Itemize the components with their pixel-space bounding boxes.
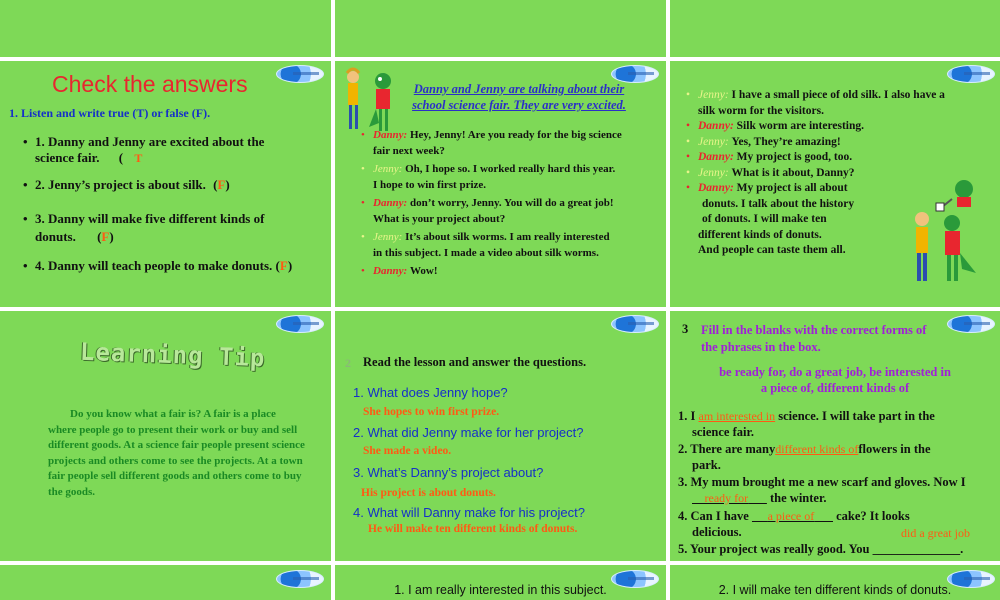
slide-dialogue-2[interactable] (670, 61, 1000, 307)
blank-answer-2: different kinds of (775, 442, 859, 456)
slide-title: Check the answers (52, 71, 248, 97)
dialogue-line: • Jenny: I have a small piece of old silk. I also have a silk worm for the visitors. (686, 89, 945, 117)
speaker-danny: Danny: (373, 197, 408, 209)
slide-bottom-middle (335, 565, 666, 600)
slide-fill-blanks[interactable] (670, 311, 1000, 561)
logo-icon (276, 315, 324, 333)
question-4: 4. What will Danny make for his project? (353, 505, 585, 520)
phrase-box: be ready for, do a great job, be interested in a piece of, different kinds of (719, 365, 951, 395)
answer-3: His project is about donuts. (361, 487, 496, 499)
dialogue-line: • Jenny: Oh, I hope so. I worked really hard this year. I hope to win first prize. (361, 163, 616, 191)
slide-top-left (0, 0, 331, 57)
answer-3: F (101, 229, 110, 244)
exercise-number: 3 (682, 322, 689, 336)
dialogue-line: • Danny: Hey, Jenny! Are you ready for the big science fair next week? (361, 129, 622, 157)
sentence-4: 4. Can I have a piece of cake? It looks delicious. did a great job (678, 509, 970, 540)
dialogue-line: • Danny: Wow! (361, 265, 438, 277)
instruction: Fill in the blanks with the correct forms of the phrases in the box. (701, 323, 927, 354)
slide-check-answers[interactable] (0, 61, 331, 307)
slide-read-answer[interactable] (335, 311, 666, 561)
answer-1: T (134, 151, 143, 165)
dialogue-lines (361, 127, 663, 279)
logo-icon (276, 570, 324, 588)
sentence-2: 2. There are manydifferent kinds offlowers in the park. (678, 442, 931, 472)
question-3: • 3. Danny will make five different kinds of donuts. (F) (35, 210, 305, 246)
speaker-danny: Danny: (373, 265, 408, 277)
question-1: • 1. Danny and Jenny are excited about the science fair. ( T (35, 134, 285, 166)
sentence-text: 2. I will make ten different kinds of donuts. (718, 583, 952, 597)
speaker-jenny: Jenny: (373, 163, 403, 175)
danny-jenny-illustration (902, 177, 982, 287)
slide-top-right (670, 0, 1000, 57)
sentence-1: 1. I am interested in science. I will take part in the science fair. (678, 409, 935, 439)
logo-icon (611, 315, 659, 333)
slide-title: Learning Tip (79, 337, 266, 373)
dialogue-line: • Danny: Silk worm are interesting. (686, 120, 864, 132)
blank-answer-3: ready for (704, 491, 749, 505)
answer-4: He will make ten different kinds of donuts. (368, 523, 578, 535)
blank-answer-4: a piece of (767, 509, 815, 523)
dialogue-line: • Danny: My project is good, too. (686, 151, 853, 163)
answer-2: F (217, 177, 226, 192)
dialogue-line: • Danny: don’t worry, Jenny. You will do a great job! What is your project about? (361, 197, 614, 225)
slide-bottom-left (0, 565, 331, 600)
blank-answer-5: did a great job (901, 526, 970, 540)
slide-learning-tip[interactable] (0, 311, 331, 561)
slide-bottom-right (670, 565, 1000, 600)
sentence-5: 5. Your project was really good. You ______________. (678, 542, 964, 556)
question-2: • 2. Jenny’s project is about silk. (F) (35, 177, 230, 193)
question-1: 1. What does Jenny hope? (353, 385, 508, 400)
slide-top-middle (335, 0, 666, 57)
dialogue-line: • Danny: My project is all about (686, 182, 848, 194)
instruction: 1. Listen and write true (T) or false (F). (9, 106, 211, 120)
speaker-jenny: Jenny: (373, 231, 403, 243)
dialogue-lines: • Jenny: I have a small piece of old silk. I also have a silk worm for the visitors. • Danny: Silk worm are interesting. • Jenny: Yes, They’re amazing! • Danny: My project is good, too. • Jenny: What is it about, Danny? • Danny: My project is all about donuts. I talk about the history of donuts. I will make ten different kinds of donuts. And people can taste them all. (698, 88, 998, 259)
answer-4: F (279, 258, 288, 273)
sentence-text: 1. I am really interested in this subject. (394, 583, 607, 597)
logo-icon (947, 65, 995, 83)
question-2: 2. What did Jenny make for her project? (353, 425, 584, 440)
blank-answer-1: am interested in (698, 409, 776, 423)
slide-dialogue-1[interactable] (335, 61, 666, 307)
tip-body: Do you know what a fair is? A fair is a place where people go to present their work or buy and sell different goods. At a science fair people present science projects and others come to see the projects. At a town fair people sell different goods and others come to buy the goods. (48, 408, 305, 498)
question-4: • 4. Danny will teach people to make donuts. (F) (35, 258, 292, 274)
speaker-danny: Danny: (373, 129, 408, 141)
dialogue-heading: Danny and Jenny are talking about their school science fair. They are very excited. (412, 82, 626, 112)
dialogue-line: • Jenny: Yes, They’re amazing! (686, 135, 841, 148)
exercise-number: 2 (345, 356, 351, 370)
dialogue-line: • Jenny: What is it about, Danny? (686, 166, 855, 179)
sentence-3: 3. My mum brought me a new scarf and gloves. Now I ready for the winter. (678, 475, 966, 505)
answer-paren-open: ( (118, 150, 124, 165)
instruction: Read the lesson and answer the questions. (363, 355, 587, 369)
question-3: 3. What’s Danny’s project about? (353, 465, 544, 480)
logo-icon (276, 65, 324, 83)
logo-icon (947, 315, 995, 333)
answer-1: She hopes to win first prize. (363, 406, 500, 418)
dialogue-line: • Jenny: It’s about silk worms. I am really interested in this subject. I made a video about silk worms. (361, 231, 610, 259)
answer-2: She made a video. (363, 445, 452, 457)
